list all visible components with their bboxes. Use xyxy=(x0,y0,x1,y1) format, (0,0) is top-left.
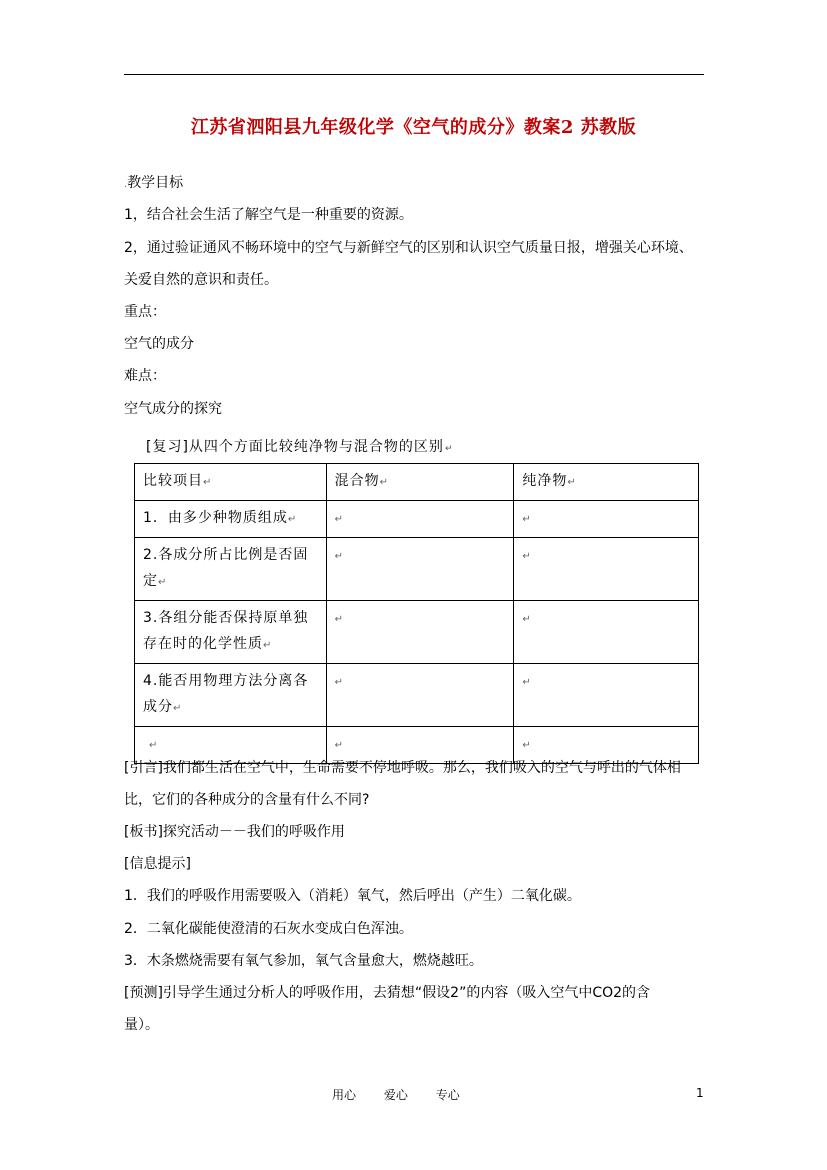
table-row xyxy=(135,501,699,538)
paragraph-mark-icon: ↵ xyxy=(173,703,183,714)
paragraph-mark-icon: ↵ xyxy=(522,677,532,688)
paragraph-mark-icon: ↵ xyxy=(334,677,345,688)
table-cell xyxy=(514,538,699,601)
table-cell xyxy=(326,601,514,664)
paragraph-difficulty: 空气成分的探究 xyxy=(124,401,222,417)
paragraph-info-heading: [信息提示] xyxy=(124,856,191,872)
paragraph-mark-icon: ↵ xyxy=(287,514,298,525)
table-row xyxy=(135,664,699,727)
footer-motto-word: 爱心 xyxy=(383,1088,408,1102)
table-row xyxy=(135,601,699,664)
table-cell xyxy=(326,664,514,727)
paragraph-blackboard: [板书]探究活动－－我们的呼吸作用 xyxy=(124,824,345,840)
paragraph-introduction-cont: 比，它们的各种成分的含量有什么不同? xyxy=(124,792,370,808)
table-cell: 4.能否用物理方法分离各成分↵ xyxy=(135,664,327,727)
paragraph-difficulty-label: 难点： xyxy=(124,368,166,384)
paragraph-mark-icon: ↵ xyxy=(149,740,159,751)
paragraph-mark-icon: ↵ xyxy=(444,444,454,454)
paragraph-objective-1: 1，结合社会生活了解空气是一种重要的资源。 xyxy=(124,207,413,223)
table-cell xyxy=(514,664,699,727)
page-number: 1 xyxy=(696,1086,704,1100)
footer-motto xyxy=(332,1086,484,1103)
bullet-mark: . xyxy=(124,179,128,190)
paragraph-mark-icon: ↵ xyxy=(263,640,273,651)
paragraph-mark-icon: ↵ xyxy=(379,477,390,488)
paragraph-prediction: [预测]引导学生通过分析人的呼吸作用，去猜想“假设2”的内容（吸入空气中CO2的含 xyxy=(124,985,651,1001)
paragraph-info-2: 2．二氧化碳能使澄清的石灰水变成白色浑浊。 xyxy=(124,921,413,937)
paragraph-mark-icon: ↵ xyxy=(334,740,345,751)
paragraph-mark-icon: ↵ xyxy=(522,614,532,625)
table-cell xyxy=(514,501,699,538)
paragraph-mark-icon: ↵ xyxy=(522,514,532,525)
table-header-cell: 混合物↵ xyxy=(326,464,514,501)
paragraph-mark-icon: ↵ xyxy=(567,477,577,488)
document-title: 江苏省泗阳县九年级化学《空气的成分》教案2 苏教版 xyxy=(190,117,637,138)
paragraph-mark-icon: ↵ xyxy=(334,551,345,562)
table-header-cell: 比较项目↵ xyxy=(135,464,327,501)
paragraph-mark-icon: ↵ xyxy=(522,740,532,751)
header-rule xyxy=(124,74,704,75)
table-header-row xyxy=(135,464,699,501)
table-cell: 3.各组分能否保持原单独存在时的化学性质↵ xyxy=(135,601,327,664)
table-cell xyxy=(326,538,514,601)
comparison-table xyxy=(134,463,699,764)
paragraph-prediction-cont: 量）。 xyxy=(124,1017,159,1033)
paragraph-objective-2: 2，通过验证通风不畅环境中的空气与新鲜空气的区别和认识空气质量日报，增强关心环境、 xyxy=(124,240,693,256)
paragraph-key-points-label: 重点： xyxy=(124,304,166,320)
footer-motto-word: 专心 xyxy=(435,1088,460,1102)
table-cell: 1．由多少种物质组成↵ xyxy=(135,501,327,538)
table-cell: 2.各成分所占比例是否固定↵ xyxy=(135,538,327,601)
paragraph-info-1: 1．我们的呼吸作用需要吸入（消耗）氧气，然后呼出（产生）二氧化碳。 xyxy=(124,888,581,904)
footer-motto-word: 用心 xyxy=(332,1088,357,1102)
paragraph-mark-icon: ↵ xyxy=(203,477,213,488)
paragraph-introduction: [引言]我们都生活在空气中，生命需要不停地呼吸。那么，我们吸入的空气与呼出的气体相 xyxy=(124,760,681,776)
table-cell xyxy=(514,601,699,664)
paragraph-info-3: 3．木条燃烧需要有氧气参加，氧气含量愈大，燃烧越旺。 xyxy=(124,953,483,969)
paragraph-mark-icon: ↵ xyxy=(334,514,345,525)
paragraph-objectives-heading: .教学目标 xyxy=(124,175,184,191)
paragraph-objective-2-cont: 关爱自然的意识和责任。 xyxy=(124,272,278,288)
paragraph-mark-icon: ↵ xyxy=(334,614,345,625)
paragraph-key-points: 空气的成分 xyxy=(124,336,194,352)
table-row xyxy=(135,538,699,601)
table-header-cell: 纯净物↵ xyxy=(514,464,699,501)
review-heading: [复习]从四个方面比较纯净物与混合物的区别↵ xyxy=(146,439,454,455)
paragraph-mark-icon: ↵ xyxy=(522,551,532,562)
table-cell xyxy=(326,501,514,538)
paragraph-mark-icon: ↵ xyxy=(158,577,168,588)
